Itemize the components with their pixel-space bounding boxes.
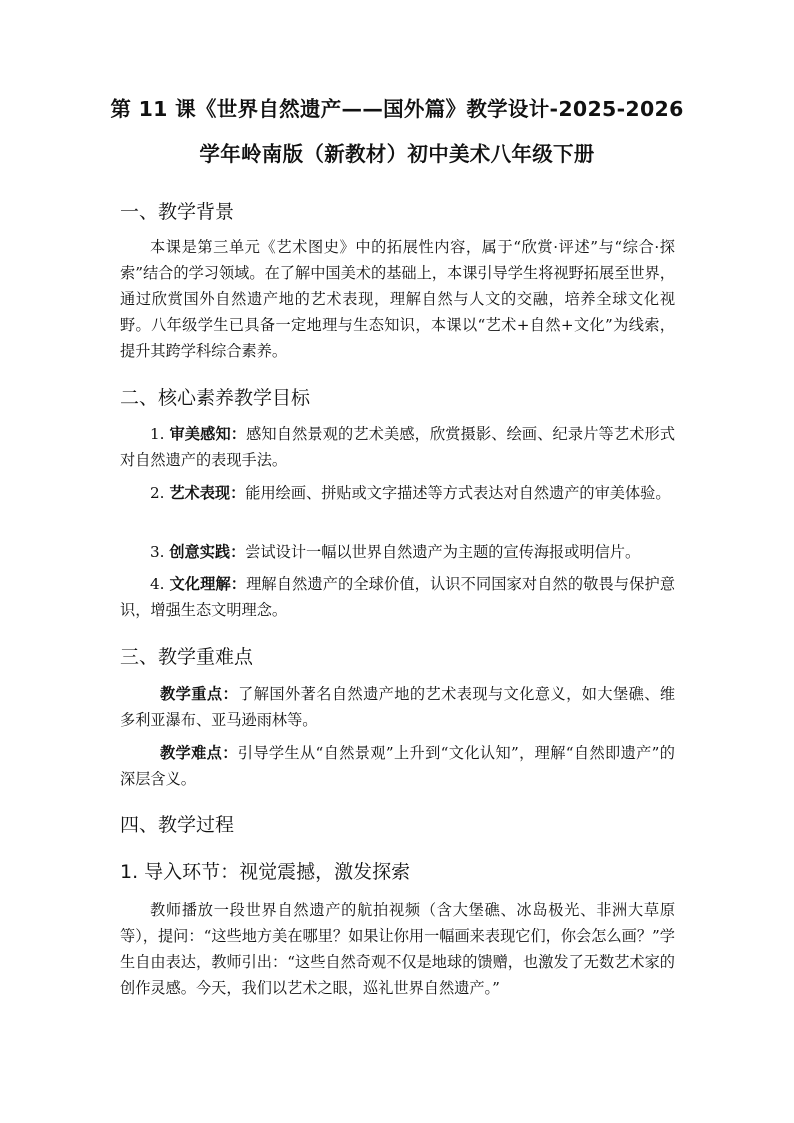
objective-item	[120, 480, 675, 506]
objective-item	[120, 539, 675, 565]
background-paragraph: 本课是第三单元《艺术图史》中的拓展性内容，属于“欣赏·评述”与“综合·探索”结合的学习领域。在了解中国美术的基础上，本课引导学生将视野拓展至世界，通过欣赏国外自然遗产地的艺术表现，理解自然与人文的交融，培养全球文化视野。八年级学生已具备一定地理与生态知识，本课以“艺术+自然+文化”为线索，提升其跨学科综合素养。	[120, 238, 675, 360]
objective-number: 1.	[150, 425, 165, 443]
objective-text: 能用绘画、拼贴或文字描述等方式表达对自然遗产的审美体验。	[245, 484, 671, 502]
document-title-line-2: 学年岭南版（新教材）初中美术八年级下册	[199, 142, 595, 166]
difficulty-text: 引导学生从“自然景观”上升到“文化认知”，理解“自然即遗产”的深层含义。	[120, 744, 675, 788]
document-title-line-1: 第 11 课《世界自然遗产——国外篇》教学设计-2025-2026	[110, 97, 684, 121]
section-heading-objectives: 二、核心素养教学目标	[120, 387, 311, 409]
objective-label: 文化理解：	[169, 575, 247, 593]
difficulty-item	[120, 740, 675, 792]
intro-paragraph: 教师播放一段世界自然遗产的航拍视频（含大堡礁、冰岛极光、非洲大草原等），提问：“这些地方美在哪里？如果让你用一幅画来表现它们，你会怎么画？”学生自由表达，教师引出：“这些自然奇观不仅是地球的馈赠，也激发了无数艺术家的创作灵感。今天，我们以艺术之眼，巡礼世界自然遗产。”	[120, 901, 675, 997]
objective-label: 审美感知：	[169, 425, 247, 443]
objective-number: 4.	[150, 575, 165, 593]
key-point-text: 了解国外著名自然遗产地的艺术表现与文化意义，如大堡礁、维多利亚瀑布、亚马逊雨林等。	[120, 685, 676, 729]
subsection-heading-intro: 1. 导入环节：视觉震撼，激发探索	[120, 861, 411, 883]
difficulty-label: 教学难点：	[160, 744, 238, 762]
objective-number: 2.	[150, 484, 165, 502]
key-point-item	[120, 681, 675, 733]
key-point-label: 教学重点：	[160, 685, 239, 703]
objective-text: 尝试设计一幅以世界自然遗产为主题的宣传海报或明信片。	[245, 543, 641, 561]
objective-text: 感知自然景观的艺术美感，欣赏摄影、绘画、纪录片等艺术形式对自然遗产的表现手法。	[120, 425, 676, 469]
objective-label: 创意实践：	[169, 543, 246, 561]
section-heading-background: 一、教学背景	[120, 201, 235, 223]
section-heading-key-points: 三、教学重难点	[120, 646, 254, 668]
objective-text: 理解自然遗产的全球价值，认识不同国家对自然的敬畏与保护意识，增强生态文明理念。	[120, 575, 676, 619]
objective-item	[120, 571, 675, 623]
section-heading-process: 四、教学过程	[120, 814, 235, 836]
objective-number: 3.	[150, 543, 165, 561]
objective-item	[120, 421, 675, 473]
objective-label: 艺术表现：	[169, 484, 246, 502]
